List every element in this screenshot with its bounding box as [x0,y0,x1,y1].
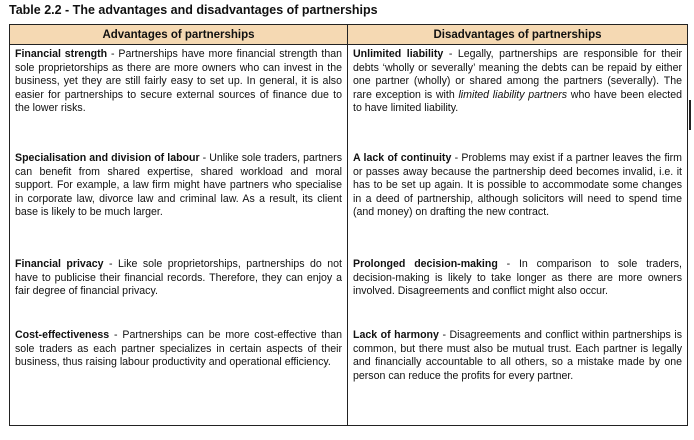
advantage-cell [10,149,348,255]
table-row [10,326,688,426]
disadvantage-term: Unlimited liability [353,48,444,60]
disadvantage-text: - In comparison to sole traders, decision-making is likely to take longer as there are more owners involved. Disagreements and conflict might also occur. [353,258,682,298]
disadvantage-text: - Legally, partnerships are responsible for their debts ‘wholly or severally’ meaning the debts can be repaid by either one partner (wholly) or shared among the partners (severally). The rare exception is with [353,48,682,101]
disadvantage-text: - Problems may exist if a partner leaves the firm or passes away because the partnership deed becomes invalid, i.e. it has to be set up again. It is possible to accommodate some changes in a deed of partnership, although solicitors will need to spend time (and money) on drafting the new contract. [353,152,682,219]
advantage-text: - Partnerships have more financial strength than sole proprietorships as there are more owners who can invest in the business, yet they are still fairly easy to set up. In general, it is also easier for partnerships to secure external sources of finance due to the lower risks. [15,48,342,115]
disadvantage-text-end: who have been elected to have limited liability. [353,88,683,115]
advantages-header: Advantages of partnerships [10,25,348,45]
advantage-term: Financial strength [15,48,108,60]
disadvantage-term: Lack of harmony [353,329,439,341]
disadvantage-term: A lack of continuity [353,152,452,164]
disadvantage-cell [348,326,688,426]
disadvantage-text: - Disagreements and conflict within partnerships is common, but there must also be mutual trust. Each partner is legally and financially accountable to all others, so a mistake made by one person can reduce the profits for every partner. [353,329,682,382]
advantage-term: Cost-effectiveness [15,329,110,341]
disadvantages-header: Disadvantages of partnerships [348,25,688,45]
table-row [10,255,688,326]
advantage-cell [10,255,348,326]
header-row [10,25,688,45]
advantage-text: - Unlike sole traders, partners can benefit from shared expertise, shared workload and moral support. For example, a law firm might have partners who specialise in corporate law, divorce law and criminal law. As a result, its client base is likely to be much larger. [15,152,342,219]
table-caption: Table 2.2 - The advantages and disadvantages of partnerships [9,3,378,17]
advantage-cell [10,45,348,150]
page-edge-mark [689,100,691,130]
disadvantage-cell [348,45,688,150]
advantage-term: Specialisation and division of labour [15,152,200,164]
advantage-text: - Like sole proprietorships, partnerships do not have to publicise their financial records. Therefore, they can enjoy a fair degree of financial privacy. [15,258,342,298]
disadvantage-italic-term: limited liability partners [458,88,568,101]
partnerships-table [9,24,688,426]
disadvantage-cell [348,149,688,255]
table-row [10,45,688,150]
advantage-cell [10,326,348,426]
disadvantage-term: Prolonged decision-making [353,258,498,270]
advantage-term: Financial privacy [15,258,104,270]
disadvantage-cell [348,255,688,326]
advantage-text: - Partnerships can be more cost-effective than sole traders as each partner specializes in certain aspects of their business, thus raising labour productivity and operational efficiency. [15,329,342,369]
table-row [10,149,688,255]
